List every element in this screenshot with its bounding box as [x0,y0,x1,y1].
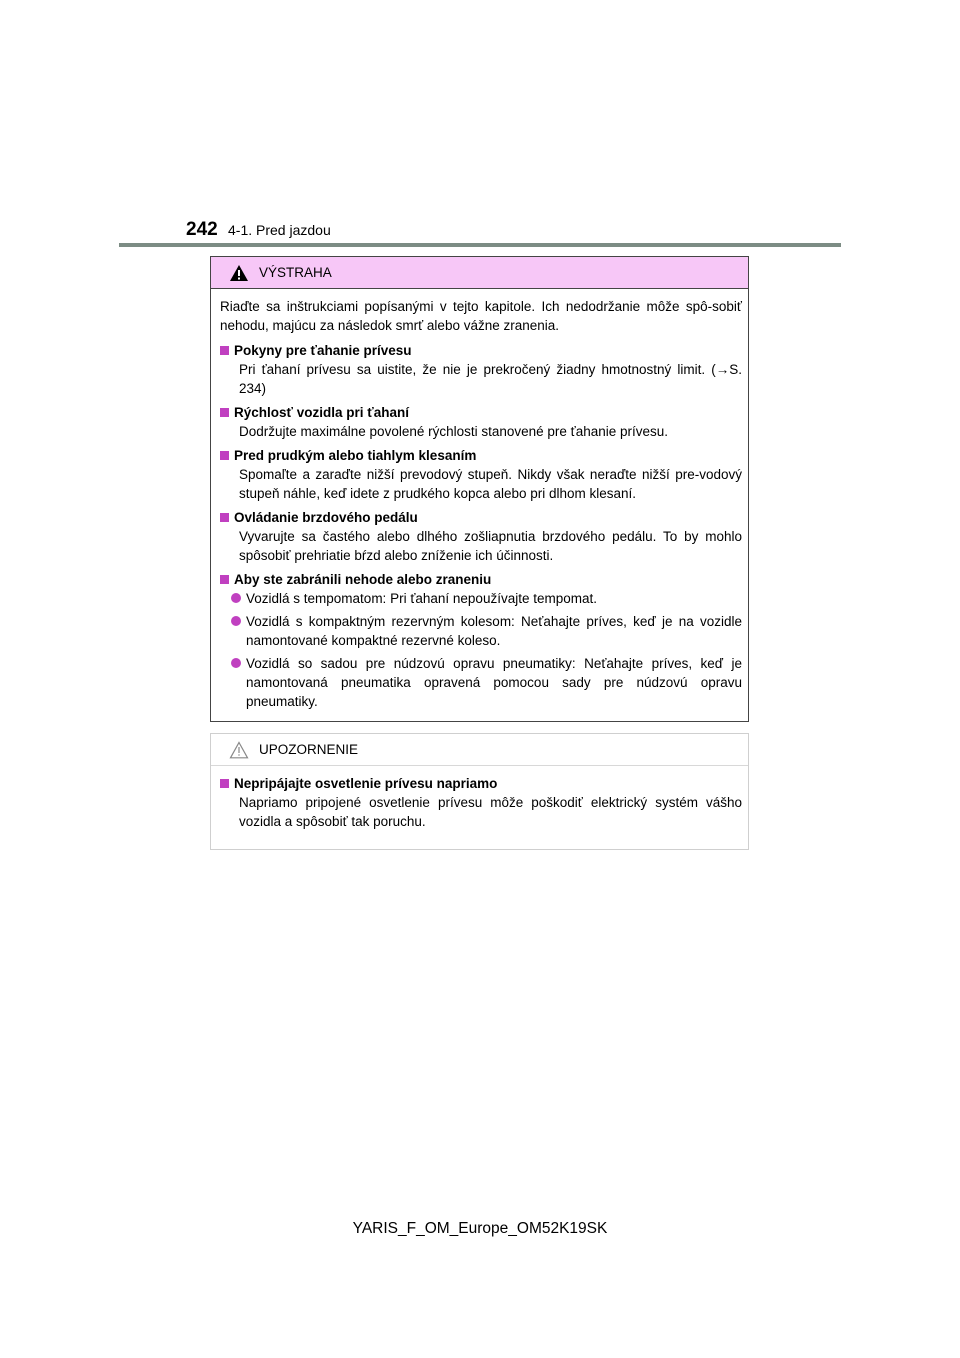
warning-item [220,446,742,503]
list-item [231,589,742,608]
square-bullet-icon [220,779,229,788]
list-item [231,654,742,711]
item-title: Aby ste zabránili nehode alebo zraneniu [234,572,492,587]
warning-item [220,570,742,711]
round-bullet-icon [231,616,241,626]
item-text: Dodržujte maximálne povolené rýchlosti stanovené pre ťahanie prívesu. [239,424,669,439]
list-item [231,612,742,650]
item-title: Nepripájajte osvetlenie prívesu napriamo [234,776,498,791]
item-text: Vyvarujte sa častého alebo dlhého zošliapnutia brzdového pedálu. To by mohlo spôsobiť prehriatie bŕzd alebo zníženie ich účinnosti. [239,529,742,563]
square-bullet-icon [220,346,229,355]
item-text: Napriamo pripojené osvetlenie prívesu môže poškodiť elektrický systém vášho vozidla a spôsobiť tak poruchu. [239,795,742,829]
warning-item [220,341,742,398]
warning-item [220,403,742,441]
caution-body [211,766,748,831]
warning-item [220,508,742,565]
square-bullet-icon [220,513,229,522]
caution-triangle-icon [229,741,249,759]
warning-triangle-icon [229,264,249,282]
page-number: 242 [186,219,218,240]
caution-header [211,734,748,766]
square-bullet-icon [220,575,229,584]
item-title: Pokyny pre ťahanie prívesu [234,343,412,358]
bullet-text: Vozidlá s kompaktným rezervným kolesom: Neťahajte príves, keď je na vozidle namontované kompaktné rezervné koleso. [246,614,742,648]
caution-item [220,774,742,831]
caution-box [210,733,749,850]
warning-title: VÝSTRAHA [259,265,332,280]
item-text: Spomaľte a zaraďte nižší prevodový stupeň. Nikdy však neraďte nižší pre-vodový stupeň náhle, keď idete z prudkého kopca alebo pri dlhom klesaní. [239,467,742,501]
warning-body [211,289,748,711]
section-title: 4-1. Pred jazdou [228,222,331,238]
footer-document-id: YARIS_F_OM_Europe_OM52K19SK [352,1220,608,1237]
bullet-text: Vozidlá so sadou pre núdzovú opravu pneumatiky: Neťahajte príves, keď je namontovaná pneumatika opravená pomocou sady pre núdzovú opravu pneumatiky. [246,656,742,709]
caution-title: UPOZORNENIE [259,742,359,757]
header-rule [119,243,841,247]
item-title: Rýchlosť vozidla pri ťahaní [234,405,409,420]
square-bullet-icon [220,408,229,417]
warning-box [210,256,749,722]
warning-header [211,257,748,289]
item-text: Pri ťahaní prívesu sa uistite, že nie je prekročený žiadny hmotnostný limit. (→S. 234) [239,362,742,396]
round-bullet-icon [231,593,241,603]
round-bullet-icon [231,658,241,668]
warning-intro: Riaďte sa inštrukciami popísanými v tejto kapitole. Ich nedodržanie môže spô-sobiť nehodu, majúcu za následok smrť alebo vážne zranenia. [220,299,742,333]
square-bullet-icon [220,451,229,460]
bullet-text: Vozidlá s tempomatom: Pri ťahaní nepoužívajte tempomat. [246,591,597,606]
item-title: Ovládanie brzdového pedálu [234,510,418,525]
item-title: Pred prudkým alebo tiahlym klesaním [234,448,477,463]
